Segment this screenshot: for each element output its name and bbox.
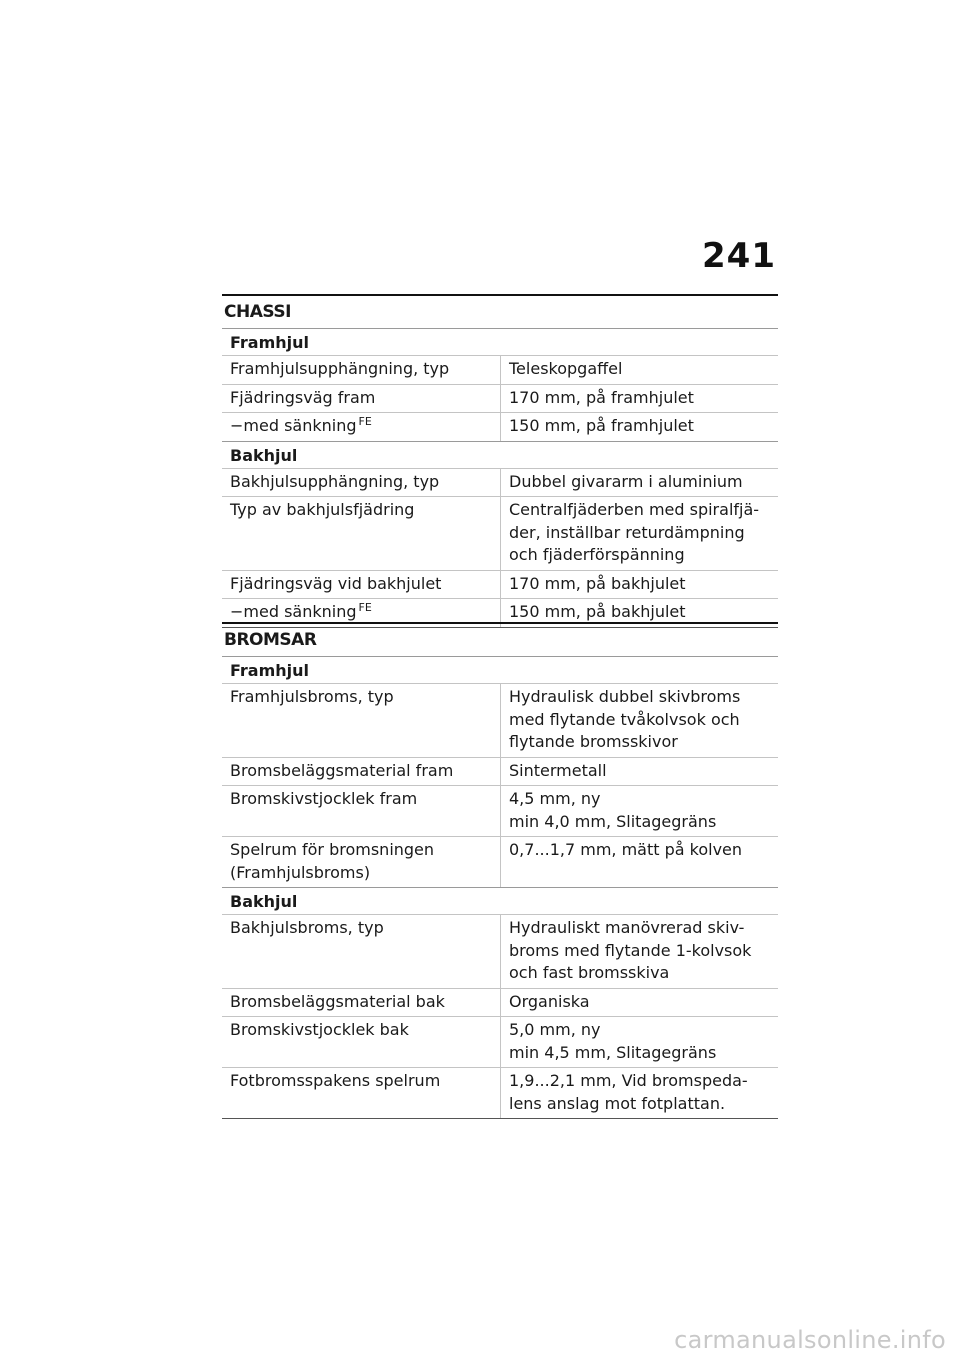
footnote-marker: FE (358, 415, 372, 428)
spec-value: 150 mm, på framhjulet (500, 413, 778, 441)
spec-value: Hydrauliskt manövrerad skiv- broms med flytande 1-kolvsok och fast bromsskiva (500, 915, 778, 988)
spec-label: Bromsbeläggsmaterial fram (230, 760, 454, 780)
spec-value: 5,0 mm, ny min 4,5 mm, Slitagegräns (500, 1017, 778, 1067)
spec-value: 0,7...1,7 mm, mätt på kolven (500, 837, 778, 887)
spec-row (222, 355, 778, 384)
spec-label: Framhjulsbroms, typ (230, 687, 394, 706)
group-heading: Bakhjul (222, 887, 778, 914)
spec-label: Bromskivstjocklek fram (230, 789, 418, 808)
spec-row (222, 757, 778, 786)
spec-label: −med sänkning $^{FE}$ (230, 415, 372, 435)
spec-row (222, 496, 778, 570)
spec-value: 170 mm, på framhjulet (500, 385, 778, 413)
spec-row (222, 683, 778, 757)
spec-row (222, 570, 778, 599)
spec-row (222, 785, 778, 836)
page-number: 241 (702, 236, 776, 276)
spec-value: Hydraulisk dubbel skivbroms med flytande tvåkolvsok och flytande bromsskivor (500, 684, 778, 757)
spec-label: Fjädringsväg fram (230, 387, 376, 407)
spec-label: −med sänkning $^{FE}$ (230, 601, 372, 621)
spec-row (222, 468, 778, 497)
spec-label: Typ av bakhjulsfjädring (230, 500, 415, 519)
spec-value: 4,5 mm, ny min 4,0 mm, Slitagegräns (500, 786, 778, 836)
spec-value: Organiska (500, 989, 778, 1017)
spec-value: Sintermetall (500, 758, 778, 786)
spec-label: Fjädringsväg vid bakhjulet (230, 573, 442, 593)
group-heading: Framhjul (222, 328, 778, 355)
spec-value: Centralfjäderben med spiralfjä- der, inställbar returdämpning och fjäderförspänning (500, 497, 778, 570)
footnote-marker: FE (358, 601, 372, 614)
spec-row (222, 1016, 778, 1067)
spec-label: Bromsbeläggsmaterial bak (230, 991, 445, 1011)
group-heading: Bakhjul (222, 441, 778, 468)
section-chassi (222, 294, 778, 628)
section-title: BROMSAR (224, 630, 317, 650)
group-heading: Framhjul (222, 656, 778, 683)
watermark: carmanualsonline.info (674, 1326, 946, 1354)
spec-value: 170 mm, på bakhjulet (500, 571, 778, 599)
spec-row (222, 836, 778, 887)
spec-label: Bakhjulsbroms, typ (230, 918, 384, 937)
spec-value: Dubbel givararm i aluminium (500, 469, 778, 497)
spec-row (222, 412, 778, 441)
section-title: CHASSI (224, 302, 291, 322)
spec-label: Spelrum för bromsningen (Framhjulsbroms) (230, 840, 435, 882)
spec-label: Bromskivstjocklek bak (230, 1020, 409, 1039)
spec-row (222, 914, 778, 988)
section-bromsar (222, 622, 778, 1119)
spec-row (222, 988, 778, 1017)
spec-value: Teleskopgaffel (500, 356, 778, 384)
spec-row (222, 384, 778, 413)
spec-value: 1,9...2,1 mm, Vid bromspeda- lens anslag mot fotplattan. (500, 1068, 778, 1118)
spec-label: Bakhjulsupphängning, typ (230, 471, 440, 491)
spec-value: 150 mm, på bakhjulet (500, 599, 778, 627)
spec-row (222, 1067, 778, 1119)
spec-label: Framhjulsupphängning, typ (230, 359, 450, 378)
spec-label: Fotbromsspakens spelrum (230, 1071, 441, 1090)
